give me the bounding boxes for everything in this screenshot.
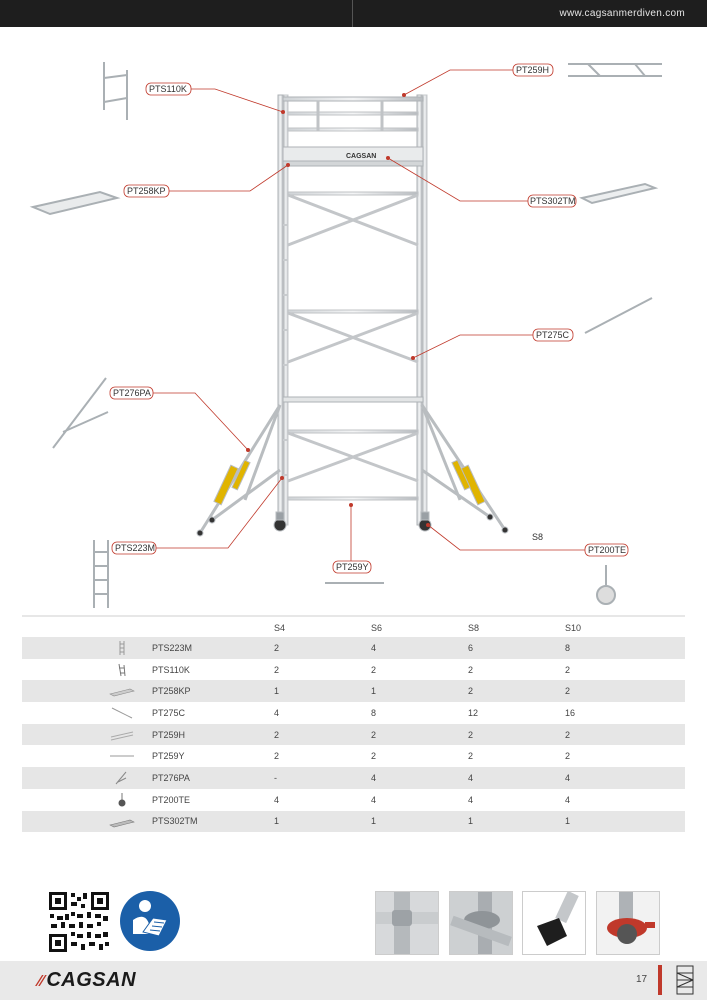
qty-s8: 4 [468, 794, 474, 805]
part-code: PT276PA [152, 772, 190, 783]
table-header [22, 620, 685, 637]
table-row [22, 702, 685, 724]
toeboard-icon [108, 814, 136, 828]
qty-s8: 2 [468, 751, 474, 762]
qty-s10: 4 [565, 772, 571, 783]
table-row [22, 811, 685, 833]
brand-name: CAGSAN [46, 969, 137, 991]
table-row [22, 637, 685, 659]
qty-s8: 2 [468, 664, 474, 675]
table-row [22, 680, 685, 702]
table-row [22, 659, 685, 681]
page-number: 17 [636, 974, 648, 985]
platform-brand: CAGSAN [346, 153, 377, 160]
read-manual-icon [119, 890, 181, 952]
qty-s6: 2 [371, 729, 377, 740]
qty-s8: 2 [468, 729, 474, 740]
accent-bar [658, 965, 662, 995]
clamp-detail-photo [375, 891, 439, 955]
caster-wheel-icon [108, 793, 136, 807]
table-row [22, 724, 685, 746]
caster-detail-photo [596, 891, 660, 955]
qty-s8: 6 [468, 642, 474, 653]
qty-s4: 1 [274, 816, 280, 827]
table-row [22, 767, 685, 789]
qty-s10: 1 [565, 816, 571, 827]
label-PT258KP: PT258KP [127, 186, 166, 196]
label-PT259H: PT259H [516, 65, 550, 75]
qty-s10: 2 [565, 664, 571, 675]
foot-detail-photo [522, 891, 586, 955]
label-PT275C: PT275C [536, 330, 570, 340]
qr-code-icon[interactable] [47, 890, 111, 954]
horizontal-brace-icon [108, 728, 136, 742]
scaffold-diagram [0, 27, 707, 617]
qty-s8: 1 [468, 816, 474, 827]
qty-s6: 8 [371, 707, 377, 718]
column-header-s6: S6 [371, 623, 383, 633]
qty-s10: 2 [565, 751, 571, 762]
diagonal-brace-icon [108, 706, 136, 720]
column-header-s4: S4 [274, 623, 286, 633]
parts-table [22, 620, 685, 832]
callout-lines [153, 70, 585, 562]
qty-s4: 2 [274, 642, 280, 653]
table-row [22, 789, 685, 811]
qty-s4: 4 [274, 707, 280, 718]
qty-s8: 4 [468, 772, 474, 783]
qty-s6: 4 [371, 642, 377, 653]
qty-s10: 16 [565, 707, 576, 718]
ladder-frame-icon [108, 641, 136, 655]
stabilizer-icon [108, 771, 136, 785]
column-header-s8: S8 [468, 623, 480, 633]
label-PT276PA: PT276PA [113, 388, 151, 398]
coupler-detail-photo [449, 891, 513, 955]
qty-s6: 4 [371, 794, 377, 805]
label-PT200TE: PT200TE [588, 545, 627, 555]
label-PTS223M: PTS223M [115, 543, 156, 553]
brand-mark-icon: ⁄⁄ [38, 973, 45, 990]
part-code: PT200TE [152, 794, 191, 805]
model-tag: S8 [532, 532, 544, 542]
part-code: PTS302TM [152, 816, 198, 827]
qty-s4: 2 [274, 664, 280, 675]
qty-s4: 4 [274, 794, 280, 805]
part-code: PT259Y [152, 751, 185, 762]
table-row [22, 745, 685, 767]
qty-s6: 4 [371, 772, 377, 783]
qty-s8: 2 [468, 686, 474, 697]
qty-s6: 2 [371, 664, 377, 675]
label-PTS302TM: PTS302TM [530, 196, 576, 206]
qty-s6: 2 [371, 751, 377, 762]
top-bar-divider [352, 0, 353, 27]
qty-s10: 2 [565, 729, 571, 740]
platform-icon [108, 684, 136, 698]
label-PTS110K: PTS110K [149, 84, 187, 94]
label-PT259Y: PT259Y [336, 562, 369, 572]
qty-s10: 8 [565, 642, 571, 653]
qty-s6: 1 [371, 816, 377, 827]
qty-s10: 4 [565, 794, 571, 805]
part-code: PT258KP [152, 686, 191, 697]
part-code: PTS110K [152, 664, 190, 675]
part-code: PTS223M [152, 642, 193, 653]
qty-s4: 1 [274, 686, 280, 697]
column-header-s10: S10 [565, 623, 582, 633]
qty-s8: 12 [468, 707, 479, 718]
qty-s4: 2 [274, 751, 280, 762]
part-code: PT259H [152, 729, 186, 740]
qty-s4: - [274, 772, 277, 783]
scaffold-mini-icon [674, 964, 696, 996]
qty-s10: 2 [565, 686, 571, 697]
part-code: PT275C [152, 707, 186, 718]
top-bar [0, 0, 707, 27]
qty-s6: 1 [371, 686, 377, 697]
horizontal-bar-icon [108, 749, 136, 763]
qty-s4: 2 [274, 729, 280, 740]
website-url[interactable]: www.cagsanmerdiven.com [559, 8, 685, 19]
brand-logo[interactable] [38, 969, 136, 992]
scaffold-tower [197, 95, 508, 536]
guardrail-frame-icon [108, 663, 136, 677]
